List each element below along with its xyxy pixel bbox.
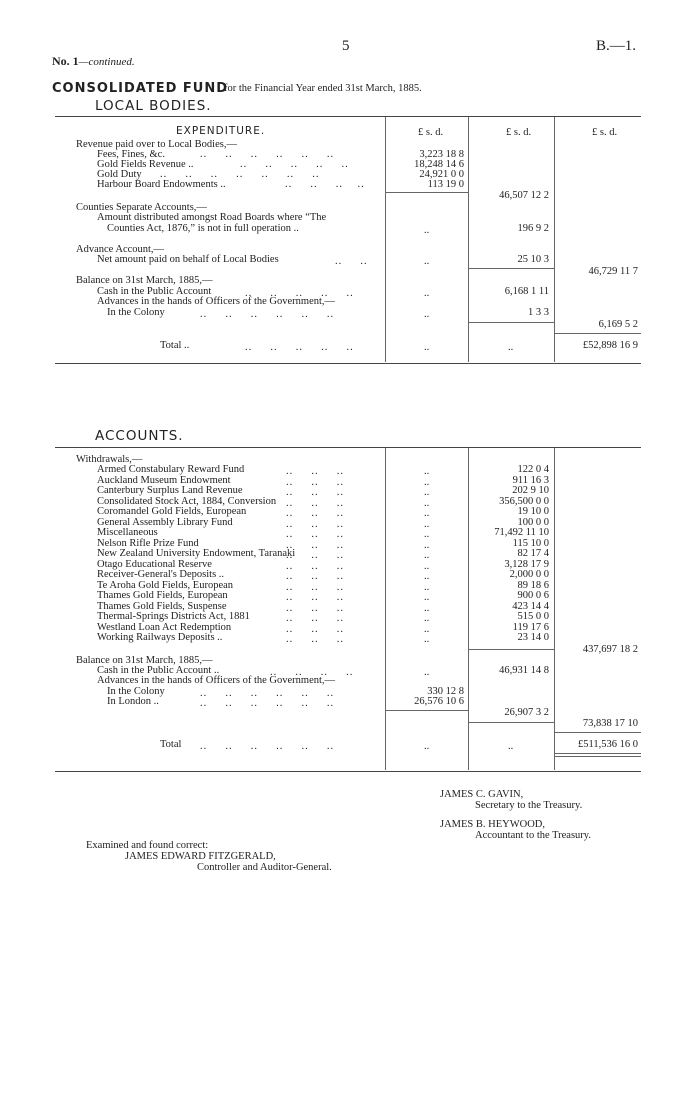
line-label: Balance on 31st March, 1885,— — [76, 275, 213, 286]
leader-dots: .. — [424, 476, 430, 488]
withdrawal-amount: 23 14 0 — [517, 632, 549, 643]
withdrawal-name: Nelson Rifle Prize Fund — [97, 537, 199, 549]
subtotal-rule — [385, 710, 468, 711]
london-label: In London .. — [107, 696, 159, 707]
leader-dots: .. .. — [335, 256, 368, 267]
subtotal-rule — [554, 333, 641, 334]
leader-dots: .. — [424, 741, 430, 752]
leader-dots: .. .. .. .. .. .. .. — [160, 169, 320, 180]
subtotal-rule — [468, 649, 554, 650]
withdrawal-amount: 911 16 3 — [512, 474, 549, 486]
leader-dots: .. .. .. .. .. — [245, 288, 354, 299]
expenditure-heading: EXPENDITURE. — [176, 125, 266, 137]
amount-cell: 46,729 11 7 — [588, 266, 638, 277]
line-label: Advance Account,— — [76, 244, 165, 255]
column-divider — [468, 117, 469, 362]
withdrawals-label: Withdrawals,— — [76, 454, 143, 465]
withdrawal-name: Consolidated Stock Act, 1884, Conversion — [97, 495, 277, 507]
leader-dots: .. — [424, 623, 430, 635]
leader-dots: .. .. .. .. — [285, 179, 365, 190]
line-label: In the Colony — [107, 307, 165, 318]
leader-dots: .. — [424, 288, 430, 299]
column-divider — [385, 448, 386, 770]
withdrawal-amount: 423 14 4 — [512, 600, 549, 612]
withdrawal-amount: 89 18 6 — [517, 579, 549, 591]
leader-dots: .. .. .. .. .. .. — [200, 309, 335, 320]
subtotal-rule — [385, 192, 468, 193]
page-subtitle: for the Financial Year ended 31st March, 1885. — [224, 83, 422, 94]
secretary-name: JAMES C. GAVIN, — [440, 789, 524, 800]
withdrawal-name: Te Aroha Gold Fields, European — [97, 579, 234, 591]
line-label: Counties Act, 1876,” is not in full operation .. — [107, 223, 299, 234]
line-label: Counties Separate Accounts,— — [76, 202, 207, 213]
withdrawal-name: Miscellaneous — [97, 527, 158, 538]
document-reference: B.—1. — [596, 38, 637, 54]
leader-dots: .. — [424, 497, 430, 509]
leader-dots: .. — [424, 634, 430, 645]
withdrawal-name: Thames Gold Fields, Suspense — [97, 600, 227, 612]
line-label: Harbour Board Endowments .. — [97, 179, 226, 190]
leader-dots: .. — [508, 741, 514, 752]
line-label: Advances in the hands of Officers of the Government,— — [97, 296, 336, 307]
withdrawal-amount: 115 10 0 — [512, 537, 549, 549]
balance-label: Balance on 31st March, 1885,— — [76, 655, 213, 666]
withdrawal-name: General Assembly Library Fund — [97, 516, 233, 528]
amount-cell: 437,697 18 2 — [582, 644, 638, 655]
leader-dots: .. — [424, 309, 430, 320]
grand-total: £52,898 16 9 — [582, 340, 638, 351]
withdrawal-name: New Zealand University Endowment, Taranaki — [97, 548, 296, 559]
colony-label: In the Colony — [107, 686, 165, 697]
withdrawal-amount: 119 17 6 — [512, 621, 549, 633]
amount-cell: 6,169 5 2 — [598, 319, 638, 330]
leader-dots: .. .. .. — [286, 592, 344, 603]
advances-label: Advances in the hands of Officers of the Government,— — [97, 675, 336, 686]
amount-cell: 196 9 2 — [517, 223, 549, 234]
line-label: Gold Duty — [97, 169, 142, 180]
leader-dots: .. .. .. — [286, 476, 344, 488]
amount-cell: 113 19 0 — [427, 179, 464, 190]
leader-dots: .. .. .. — [286, 529, 344, 540]
withdrawal-amount: 3,128 17 9 — [504, 558, 549, 570]
amount-cell: 26,907 3 2 — [504, 707, 549, 718]
continued-label: —continued. — [78, 56, 135, 68]
line-label: Revenue paid over to Local Bodies,— — [76, 139, 237, 150]
column-divider — [554, 448, 555, 770]
leader-dots: .. .. .. — [286, 497, 344, 509]
secretary-title: Secretary to the Treasury. — [475, 800, 583, 811]
withdrawal-amount: 515 0 0 — [517, 611, 549, 622]
amount-cell: 46,931 14 8 — [499, 665, 549, 676]
column-divider — [385, 117, 386, 362]
withdrawal-amount: 122 0 4 — [517, 464, 549, 475]
withdrawal-name: Working Railways Deposits .. — [97, 632, 223, 643]
amount-cell: 24,921 0 0 — [419, 169, 464, 180]
amount-cell: 1 3 3 — [528, 307, 549, 318]
amount-cell: 73,838 17 10 — [582, 718, 638, 729]
page-title: CONSOLIDATED FUND — [52, 81, 229, 96]
leader-dots: .. — [424, 539, 430, 551]
currency-head: £ s. d. — [506, 127, 532, 138]
cash-label: Cash in the Public Account .. — [97, 665, 220, 676]
leader-dots: .. — [424, 613, 430, 624]
leader-dots: .. .. .. — [286, 508, 344, 519]
leader-dots: .. .. .. — [286, 539, 344, 551]
leader-dots: .. — [424, 571, 430, 582]
total-underline — [554, 753, 641, 754]
accountant-title: Accountant to the Treasury. — [475, 830, 591, 841]
leader-dots: .. .. .. — [286, 623, 344, 635]
grand-total: £511,536 16 0 — [578, 739, 638, 750]
leader-dots: .. — [424, 602, 430, 614]
leader-dots: .. — [424, 518, 430, 530]
line-label: Cash in the Public Account — [97, 286, 212, 297]
part-no-label: No. 1 — [52, 54, 79, 68]
examined-note: Examined and found correct: — [86, 840, 209, 851]
subtotal-rule — [468, 268, 554, 269]
leader-dots: .. — [424, 550, 430, 561]
leader-dots: .. — [424, 508, 430, 519]
withdrawal-name: Otago Educational Reserve — [97, 558, 212, 570]
withdrawal-name: Armed Constabulary Reward Fund — [97, 464, 245, 475]
withdrawal-name: Westland Loan Act Redemption — [97, 621, 232, 633]
leader-dots: .. — [508, 342, 514, 353]
total-underline — [554, 756, 641, 757]
line-label: Amount distributed amongst Road Boards where “The — [97, 212, 327, 223]
amount-cell: 26,576 10 6 — [414, 696, 464, 707]
page-number: 5 — [342, 38, 350, 54]
amount-cell: 330 12 8 — [427, 686, 464, 697]
leader-dots: .. — [424, 466, 430, 477]
leader-dots: .. .. .. .. .. .. — [200, 688, 335, 699]
leader-dots: .. — [424, 667, 430, 678]
leader-dots: .. — [424, 560, 430, 572]
withdrawal-name: Canterbury Surplus Land Revenue — [97, 485, 243, 496]
leader-dots: .. .. .. — [286, 518, 344, 530]
leader-dots: .. — [424, 487, 430, 498]
currency-head: £ s. d. — [418, 127, 444, 138]
withdrawal-name: Receiver-General's Deposits .. — [97, 569, 225, 580]
leader-dots: .. .. .. — [286, 560, 344, 572]
withdrawal-name: Auckland Museum Endowment — [97, 474, 231, 486]
withdrawal-amount: 19 10 0 — [517, 506, 549, 517]
local-bodies-heading: LOCAL BODIES. — [95, 98, 212, 114]
withdrawal-amount: 100 0 0 — [517, 516, 549, 528]
amount-cell: 25 10 3 — [517, 254, 549, 265]
leader-dots: .. .. .. .. .. .. — [200, 741, 335, 752]
leader-dots: .. — [424, 256, 430, 267]
leader-dots: .. .. .. .. .. — [245, 342, 354, 353]
accounts-heading: ACCOUNTS. — [95, 428, 184, 444]
leader-dots: .. .. .. — [286, 571, 344, 582]
leader-dots: .. — [424, 342, 430, 353]
leader-dots: .. .. .. — [286, 602, 344, 614]
withdrawal-amount: 202 9 10 — [512, 485, 549, 496]
withdrawal-amount: 900 0 6 — [517, 590, 549, 601]
leader-dots: .. .. .. — [286, 466, 344, 477]
auditor-name: JAMES EDWARD FITZGERALD, — [125, 851, 276, 862]
withdrawal-amount: 2,000 0 0 — [509, 569, 549, 580]
withdrawal-name: Thermal-Springs Districts Act, 1881 — [97, 611, 250, 622]
leader-dots: .. .. .. — [286, 634, 344, 645]
amount-cell: 18,248 14 6 — [414, 159, 464, 170]
leader-dots: .. — [424, 529, 430, 540]
currency-head: £ s. d. — [592, 127, 618, 138]
subtotal-rule — [468, 722, 554, 723]
leader-dots: .. .. .. — [286, 550, 344, 561]
leader-dots: .. .. .. — [286, 581, 344, 593]
leader-dots: .. .. .. .. .. — [240, 159, 349, 170]
accountant-name: JAMES B. HEYWOOD, — [440, 819, 545, 830]
part-number — [52, 54, 135, 69]
amount-cell: 46,507 12 2 — [499, 190, 549, 201]
line-label: Net amount paid on behalf of Local Bodies — [97, 254, 279, 265]
amount-cell: 6,168 1 11 — [504, 286, 549, 297]
leader-dots: .. .. .. — [286, 613, 344, 624]
withdrawal-name: Thames Gold Fields, European — [97, 590, 228, 601]
total-label: Total — [160, 739, 182, 750]
line-label: Fees, Fines, &c. — [97, 149, 165, 160]
withdrawal-amount: 356,500 0 0 — [499, 495, 549, 507]
leader-dots: .. .. .. .. .. .. — [200, 698, 335, 709]
amount-cell: 3,223 18 8 — [419, 149, 464, 160]
withdrawal-amount: 82 17 4 — [517, 548, 549, 559]
leader-dots: .. — [424, 581, 430, 593]
column-divider — [554, 117, 555, 362]
auditor-title: Controller and Auditor-General. — [197, 862, 332, 873]
subtotal-rule — [468, 322, 554, 323]
withdrawal-name: Coromandel Gold Fields, European — [97, 506, 247, 517]
leader-dots: .. — [424, 592, 430, 603]
line-label: Gold Fields Revenue .. — [97, 159, 194, 170]
leader-dots: .. .. .. — [286, 487, 344, 498]
leader-dots: .. .. .. .. .. .. — [200, 149, 335, 160]
leader-dots: .. — [424, 225, 430, 236]
leader-dots: .. .. .. .. — [270, 667, 354, 678]
subtotal-rule — [554, 732, 641, 733]
withdrawal-amount: 71,492 11 10 — [494, 527, 549, 538]
total-label: Total .. — [160, 340, 190, 351]
